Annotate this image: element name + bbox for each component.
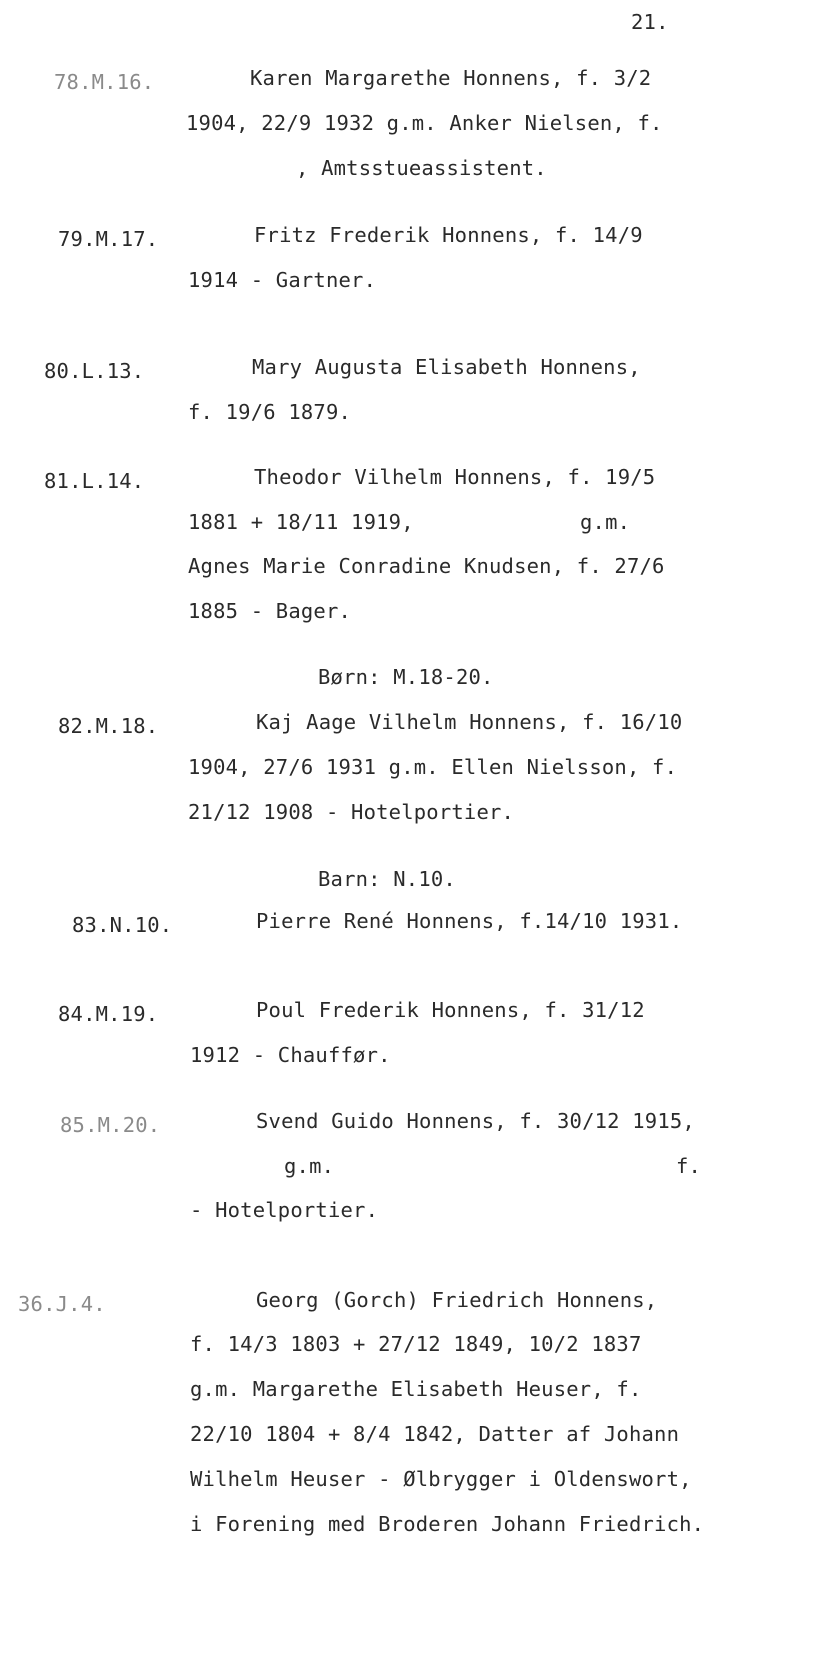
entry-84-line-2: 1912 - Chauffør. [190, 1043, 391, 1067]
entry-81-line-3: Agnes Marie Conradine Knudsen, f. 27/6 [188, 554, 665, 578]
entry-82-line-2: 1904, 27/6 1931 g.m. Ellen Nielsson, f. [188, 755, 678, 779]
entry-80-line-2: f. 19/6 1879. [188, 400, 352, 424]
entry-ref-83: 83.N.10. [72, 913, 173, 937]
entry-85-line-1: Svend Guido Honnens, f. 30/12 1915, [256, 1109, 695, 1133]
entry-85-line-3: - Hotelportier. [190, 1198, 379, 1222]
entry-79-line-2: 1914 - Gartner. [188, 268, 377, 292]
entry-80-line-1: Mary Augusta Elisabeth Honnens, [252, 355, 641, 379]
entry-78-line-3: , Amtsstueassistent. [296, 156, 547, 180]
entry-36-line-2: f. 14/3 1803 + 27/12 1849, 10/2 1837 [190, 1332, 642, 1356]
entry-81-line-2b: g.m. [580, 510, 631, 534]
entry-36-line-3: g.m. Margarethe Elisabeth Heuser, f. [190, 1377, 642, 1401]
entry-ref-80: 80.L.13. [44, 359, 145, 383]
entry-81-line-1: Theodor Vilhelm Honnens, f. 19/5 [254, 465, 656, 489]
entry-82-line-1: Kaj Aage Vilhelm Honnens, f. 16/10 [256, 710, 683, 734]
entry-36-line-5: Wilhelm Heuser - Ølbrygger i Oldenswort, [190, 1467, 692, 1491]
entry-81-line-4: 1885 - Bager. [188, 599, 352, 623]
entry-81-line-2: 1881 + 18/11 1919, [188, 510, 414, 534]
entry-36-line-6: i Forening med Broderen Johann Friedrich. [190, 1512, 705, 1536]
entry-78-line-1: Karen Margarethe Honnens, f. 3/2 [250, 66, 652, 90]
entry-36-line-4: 22/10 1804 + 8/4 1842, Datter af Johann [190, 1422, 680, 1446]
entry-ref-79: 79.M.17. [58, 227, 159, 251]
entry-78-line-2: 1904, 22/9 1932 g.m. Anker Nielsen, f. [186, 111, 663, 135]
entry-ref-85: 85.M.20. [60, 1113, 161, 1137]
entry-ref-82: 82.M.18. [58, 714, 159, 738]
page-number: 21. [631, 10, 669, 34]
entry-ref-84: 84.M.19. [58, 1002, 159, 1026]
entry-ref-81: 81.L.14. [44, 469, 145, 493]
children-heading-1: Børn: M.18-20. [318, 665, 494, 689]
entry-84-line-1: Poul Frederik Honnens, f. 31/12 [256, 998, 645, 1022]
entry-79-line-1: Fritz Frederik Honnens, f. 14/9 [254, 223, 643, 247]
entry-85-line-2b: f. [676, 1154, 702, 1178]
entry-82-line-3: 21/12 1908 - Hotelportier. [188, 800, 515, 824]
children-heading-2: Barn: N.10. [318, 867, 456, 891]
entry-85-line-2: g.m. [284, 1154, 335, 1178]
entry-ref-78: 78.M.16. [54, 70, 155, 94]
entry-83-line-1: Pierre René Honnens, f.14/10 1931. [256, 909, 683, 933]
entry-36-line-1: Georg (Gorch) Friedrich Honnens, [256, 1288, 658, 1312]
entry-ref-36: 36.J.4. [18, 1292, 106, 1316]
